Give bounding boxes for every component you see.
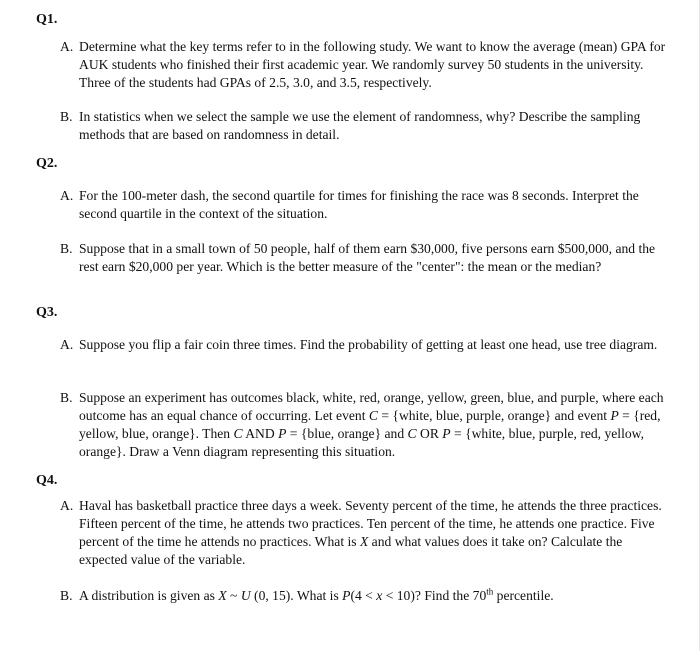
part-letter: A. — [60, 188, 74, 203]
q1-part-a — [60, 38, 668, 92]
question-label-q2: Q2. — [36, 156, 58, 171]
part-letter: B. — [60, 588, 73, 603]
q1-part-b — [60, 108, 668, 144]
question-label-q3: Q3. — [36, 305, 58, 320]
question-label-q1: Q1. — [36, 12, 58, 27]
part-letter: B. — [60, 109, 73, 124]
part-text: Suppose you flip a fair coin three times. Find the probability of getting at least one head, use tree diagram. — [79, 337, 658, 352]
q2-part-a — [60, 187, 668, 223]
part-text: In statistics when we select the sample we use the element of randomness, why? Describe the sampling methods that are based on randomness in detail. — [79, 109, 641, 142]
part-letter: A. — [60, 337, 74, 352]
part-letter: B. — [60, 390, 73, 405]
q4-part-b — [60, 587, 668, 605]
q3-part-a — [60, 336, 668, 354]
part-letter: A. — [60, 498, 74, 513]
q4-part-a — [60, 497, 668, 569]
q2-part-b — [60, 240, 668, 276]
part-text: A distribution is given as X ~ U (0, 15). What is P(4 < x < 10)? Find the 70th percentile. — [79, 586, 554, 603]
part-text: Determine what the key terms refer to in the following study. We want to know the average (mean) GPA for AUK students who finished their first academic year. We randomly survey 50 students in the university. Three of the students had GPAs of 2.5, 3.0, and 3.5, respectively. — [79, 39, 666, 90]
part-text: Suppose an experiment has outcomes black, white, red, orange, yellow, green, blue, and purple, where each outcome has an equal chance of occurring. Let event C = {white, blue, purple, orange} and event P = {red, yellow, blue, orange}. Then C AND P = {blue, orange} and C OR P = {white, blue, purple, red, yellow, orange}. Draw a Venn diagram representing this situation. — [79, 390, 664, 459]
q3-part-b — [60, 389, 668, 461]
part-text: Suppose that in a small town of 50 people, half of them earn $30,000, five persons earn $500,000, and the rest earn $20,000 per year. Which is the better measure of the "center": the mean or the median? — [79, 241, 656, 274]
part-letter: B. — [60, 241, 73, 256]
part-text: Haval has basketball practice three days a week. Seventy percent of the time, he attends the three practices. Fifteen percent of the time, he attends two practices. Ten percent of the time, he attends one practice. Five percent of the time he attends no practices. What is X and what values does it take on? Calculate the expected value of the variable. — [79, 498, 662, 567]
part-letter: A. — [60, 39, 74, 54]
question-label-q4: Q4. — [36, 473, 58, 488]
part-text: For the 100-meter dash, the second quartile for times for finishing the race was 8 seconds. Interpret the second quartile in the context of the situation. — [79, 188, 639, 221]
